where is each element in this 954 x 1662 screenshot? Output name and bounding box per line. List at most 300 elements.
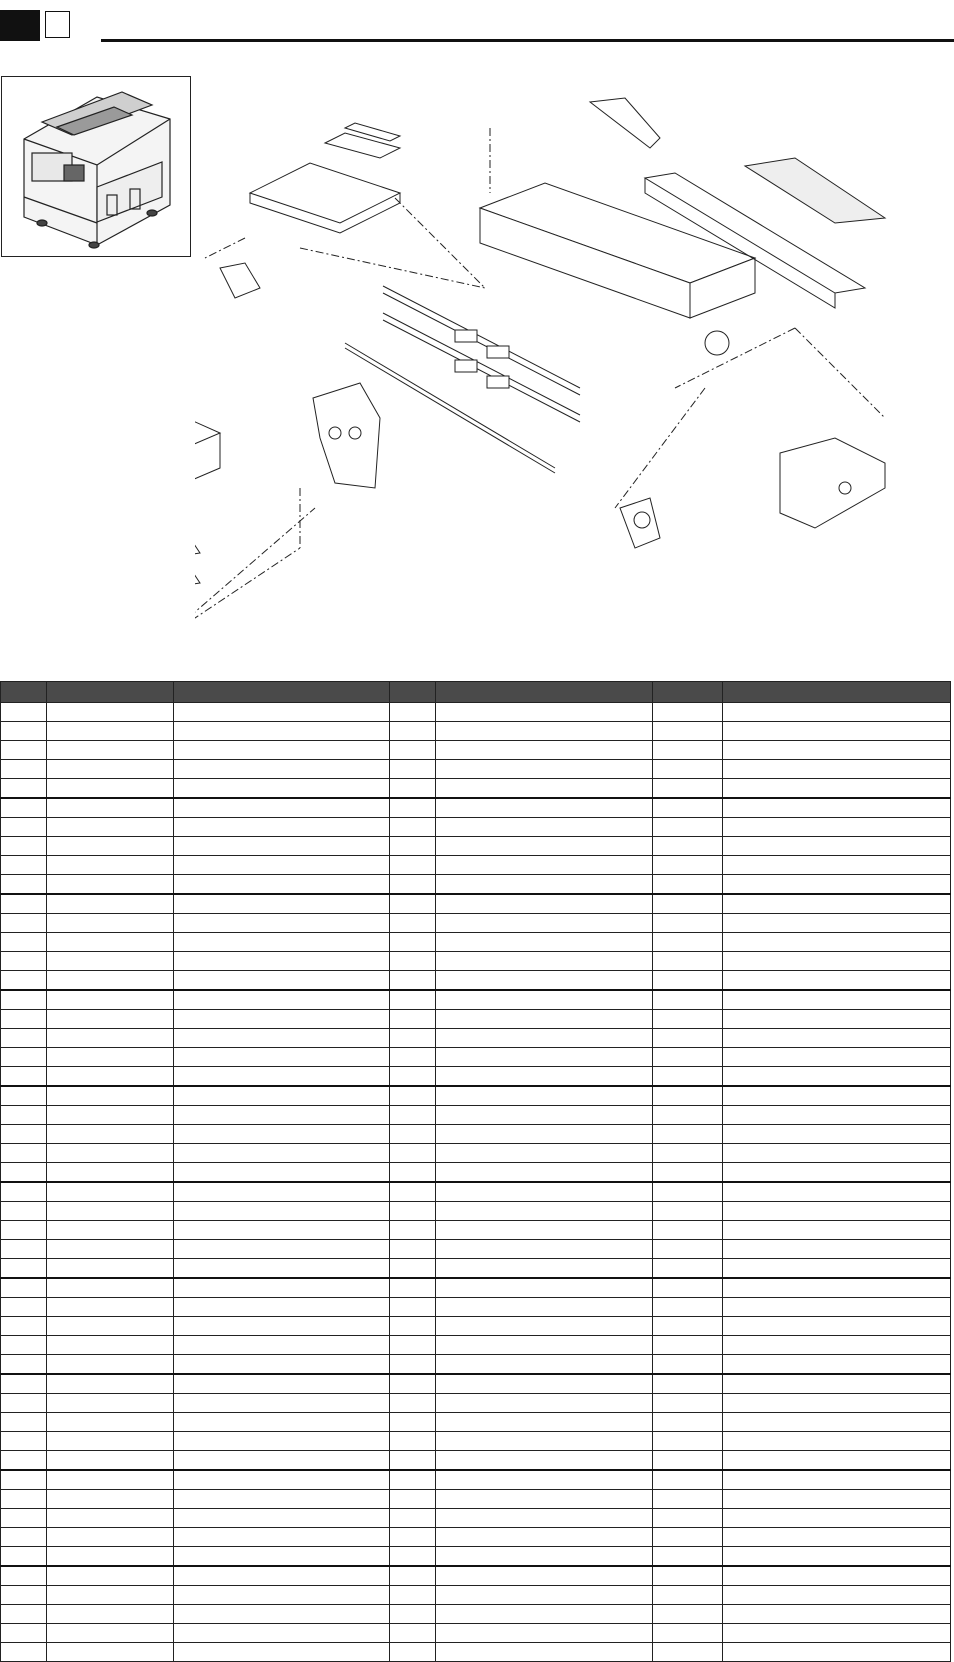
table-cell	[1, 1528, 47, 1547]
table-cell	[1, 894, 47, 914]
table-cell	[653, 1259, 723, 1279]
table-cell	[1, 1010, 47, 1029]
table-cell	[723, 1374, 951, 1394]
table-cell	[436, 856, 653, 875]
table-cell	[174, 1259, 390, 1279]
table-cell	[174, 818, 390, 837]
table-cell	[436, 1202, 653, 1221]
table-cell	[436, 1490, 653, 1509]
table-cell	[174, 837, 390, 856]
table-cell	[436, 1029, 653, 1048]
table-cell	[436, 1010, 653, 1029]
table-cell	[723, 1528, 951, 1547]
table-cell	[47, 1509, 174, 1528]
table-cell	[174, 1298, 390, 1317]
table-cell	[174, 1413, 390, 1432]
table-cell	[723, 741, 951, 760]
table-cell	[436, 1336, 653, 1355]
table-cell	[653, 1451, 723, 1471]
table-cell	[653, 894, 723, 914]
table-cell	[47, 952, 174, 971]
table-cell	[390, 1240, 436, 1259]
table-cell	[653, 875, 723, 895]
table-cell	[390, 1413, 436, 1432]
table-cell	[47, 1586, 174, 1605]
table-row	[1, 1202, 951, 1221]
table-cell	[390, 818, 436, 837]
table-row	[1, 1394, 951, 1413]
table-cell	[47, 1643, 174, 1662]
machine-overview-thumbnail	[1, 76, 191, 257]
table-row	[1, 1278, 951, 1298]
table-cell	[1, 1086, 47, 1106]
table-cell	[390, 741, 436, 760]
table-cell	[723, 1509, 951, 1528]
table-cell	[390, 1374, 436, 1394]
table-cell	[390, 1547, 436, 1567]
table-cell	[653, 1067, 723, 1087]
table-cell	[653, 1413, 723, 1432]
table-cell	[47, 1182, 174, 1202]
column-header	[390, 682, 436, 703]
table-cell	[436, 1259, 653, 1279]
table-cell	[390, 1451, 436, 1471]
table-cell	[390, 1432, 436, 1451]
table-cell	[47, 1547, 174, 1567]
table-cell	[436, 894, 653, 914]
table-cell	[1, 1317, 47, 1336]
table-cell	[47, 971, 174, 991]
table-cell	[1, 914, 47, 933]
table-cell	[723, 1278, 951, 1298]
table-row	[1, 1586, 951, 1605]
table-cell	[390, 1336, 436, 1355]
parts-table-body	[1, 703, 951, 1662]
table-cell	[174, 1566, 390, 1586]
table-cell	[436, 1144, 653, 1163]
table-row	[1, 1643, 951, 1662]
table-cell	[390, 779, 436, 799]
table-row	[1, 1566, 951, 1586]
table-cell	[723, 1643, 951, 1662]
table-cell	[723, 1451, 951, 1471]
table-cell	[174, 933, 390, 952]
table-cell	[653, 1202, 723, 1221]
table-cell	[436, 971, 653, 991]
section-tab-marker	[0, 10, 40, 41]
table-cell	[174, 1221, 390, 1240]
table-cell	[390, 1010, 436, 1029]
table-cell	[390, 933, 436, 952]
table-cell	[1, 933, 47, 952]
table-cell	[723, 1163, 951, 1183]
table-cell	[436, 952, 653, 971]
table-cell	[653, 1490, 723, 1509]
table-row	[1, 741, 951, 760]
table-cell	[390, 1221, 436, 1240]
table-cell	[390, 760, 436, 779]
table-cell	[436, 1528, 653, 1547]
table-cell	[174, 1355, 390, 1375]
table-cell	[436, 1605, 653, 1624]
table-cell	[174, 1586, 390, 1605]
table-cell	[436, 1451, 653, 1471]
table-cell	[390, 1086, 436, 1106]
table-cell	[174, 952, 390, 971]
table-cell	[390, 837, 436, 856]
table-cell	[1, 1374, 47, 1394]
table-cell	[723, 894, 951, 914]
table-cell	[174, 1624, 390, 1643]
table-cell	[653, 1298, 723, 1317]
parts-list-table	[0, 681, 951, 1662]
table-cell	[390, 1624, 436, 1643]
table-cell	[723, 1624, 951, 1643]
table-cell	[723, 1605, 951, 1624]
table-cell	[653, 1394, 723, 1413]
table-cell	[1, 1048, 47, 1067]
table-cell	[1, 1259, 47, 1279]
table-row	[1, 1413, 951, 1432]
table-cell	[436, 1509, 653, 1528]
table-cell	[723, 1432, 951, 1451]
table-row	[1, 933, 951, 952]
table-cell	[723, 1566, 951, 1586]
table-cell	[436, 1413, 653, 1432]
table-cell	[174, 1432, 390, 1451]
table-cell	[174, 1643, 390, 1662]
table-cell	[390, 1144, 436, 1163]
table-cell	[47, 1029, 174, 1048]
table-cell	[653, 1029, 723, 1048]
table-cell	[47, 722, 174, 741]
table-cell	[653, 1605, 723, 1624]
table-cell	[723, 1067, 951, 1087]
table-cell	[47, 856, 174, 875]
table-cell	[653, 1624, 723, 1643]
table-cell	[653, 1470, 723, 1490]
table-cell	[723, 914, 951, 933]
table-cell	[174, 971, 390, 991]
table-cell	[174, 875, 390, 895]
table-cell	[47, 1259, 174, 1279]
table-cell	[1, 1029, 47, 1048]
table-cell	[723, 818, 951, 837]
table-cell	[436, 914, 653, 933]
table-cell	[436, 760, 653, 779]
table-cell	[47, 703, 174, 722]
table-cell	[174, 1470, 390, 1490]
table-cell	[1, 1278, 47, 1298]
table-cell	[653, 933, 723, 952]
table-cell	[390, 1643, 436, 1662]
table-cell	[653, 1125, 723, 1144]
table-cell	[47, 1394, 174, 1413]
table-cell	[723, 722, 951, 741]
table-cell	[1, 741, 47, 760]
table-cell	[1, 1643, 47, 1662]
table-cell	[1, 1067, 47, 1087]
table-cell	[390, 1202, 436, 1221]
table-row	[1, 779, 951, 799]
table-row	[1, 1298, 951, 1317]
table-cell	[723, 1086, 951, 1106]
table-cell	[723, 703, 951, 722]
table-cell	[436, 1643, 653, 1662]
table-row	[1, 1048, 951, 1067]
table-row	[1, 990, 951, 1010]
table-cell	[47, 1374, 174, 1394]
table-cell	[653, 1163, 723, 1183]
column-header	[436, 682, 653, 703]
table-cell	[174, 1605, 390, 1624]
table-cell	[1, 837, 47, 856]
table-row	[1, 875, 951, 895]
table-cell	[1, 1490, 47, 1509]
table-cell	[436, 1586, 653, 1605]
table-cell	[723, 1317, 951, 1336]
table-cell	[174, 1336, 390, 1355]
table-cell	[723, 933, 951, 952]
table-cell	[436, 1547, 653, 1567]
column-header	[653, 682, 723, 703]
table-cell	[653, 837, 723, 856]
table-row	[1, 1067, 951, 1087]
table-cell	[174, 1490, 390, 1509]
table-cell	[47, 1470, 174, 1490]
table-cell	[47, 1010, 174, 1029]
table-cell	[436, 837, 653, 856]
table-cell	[1, 1240, 47, 1259]
table-cell	[436, 798, 653, 818]
table-cell	[436, 1163, 653, 1183]
table-row	[1, 856, 951, 875]
table-cell	[47, 1086, 174, 1106]
table-cell	[653, 703, 723, 722]
table-row	[1, 818, 951, 837]
table-cell	[390, 1566, 436, 1586]
table-cell	[1, 1106, 47, 1125]
table-cell	[1, 952, 47, 971]
table-cell	[174, 1240, 390, 1259]
table-cell	[723, 971, 951, 991]
table-row	[1, 1451, 951, 1471]
table-cell	[653, 1547, 723, 1567]
table-cell	[723, 798, 951, 818]
table-cell	[174, 1528, 390, 1547]
table-cell	[390, 1029, 436, 1048]
table-row	[1, 1240, 951, 1259]
table-cell	[436, 875, 653, 895]
table-cell	[436, 1240, 653, 1259]
table-cell	[174, 1029, 390, 1048]
table-cell	[390, 798, 436, 818]
table-cell	[47, 1624, 174, 1643]
table-cell	[390, 1490, 436, 1509]
table-cell	[174, 798, 390, 818]
table-cell	[1, 798, 47, 818]
table-cell	[390, 875, 436, 895]
table-cell	[1, 971, 47, 991]
table-cell	[723, 1259, 951, 1279]
table-cell	[390, 1048, 436, 1067]
table-row	[1, 1106, 951, 1125]
table-row	[1, 1029, 951, 1048]
table-cell	[47, 1355, 174, 1375]
table-cell	[174, 760, 390, 779]
table-cell	[723, 1010, 951, 1029]
table-cell	[653, 1586, 723, 1605]
table-cell	[653, 1374, 723, 1394]
table-cell	[653, 741, 723, 760]
table-cell	[174, 856, 390, 875]
table-cell	[1, 1413, 47, 1432]
table-cell	[174, 1182, 390, 1202]
table-cell	[436, 779, 653, 799]
table-row	[1, 1605, 951, 1624]
table-cell	[174, 894, 390, 914]
table-cell	[653, 1144, 723, 1163]
table-cell	[174, 1010, 390, 1029]
table-cell	[436, 1374, 653, 1394]
table-cell	[653, 1566, 723, 1586]
table-row	[1, 894, 951, 914]
table-cell	[1, 818, 47, 837]
table-cell	[723, 760, 951, 779]
table-cell	[47, 1221, 174, 1240]
table-row	[1, 1355, 951, 1375]
table-cell	[174, 1451, 390, 1471]
table-cell	[390, 914, 436, 933]
table-cell	[1, 1202, 47, 1221]
table-cell	[653, 1010, 723, 1029]
table-cell	[1, 1125, 47, 1144]
table-cell	[390, 1125, 436, 1144]
table-cell	[174, 1086, 390, 1106]
table-row	[1, 1144, 951, 1163]
table-cell	[653, 990, 723, 1010]
table-row	[1, 971, 951, 991]
table-cell	[390, 1355, 436, 1375]
table-cell	[390, 1163, 436, 1183]
table-row	[1, 1547, 951, 1567]
table-cell	[390, 1278, 436, 1298]
table-cell	[1, 990, 47, 1010]
table-cell	[436, 818, 653, 837]
table-cell	[1, 1509, 47, 1528]
table-cell	[174, 703, 390, 722]
table-cell	[390, 722, 436, 741]
table-cell	[390, 1317, 436, 1336]
table-cell	[1, 856, 47, 875]
table-row	[1, 1624, 951, 1643]
table-cell	[1, 1451, 47, 1471]
table-cell	[47, 1528, 174, 1547]
table-cell	[653, 1643, 723, 1662]
table-cell	[653, 1528, 723, 1547]
table-cell	[723, 1298, 951, 1317]
table-cell	[653, 1432, 723, 1451]
table-row	[1, 1317, 951, 1336]
table-row	[1, 1163, 951, 1183]
table-cell	[436, 1125, 653, 1144]
table-cell	[390, 1509, 436, 1528]
table-row	[1, 1182, 951, 1202]
column-header	[723, 682, 951, 703]
table-cell	[47, 1048, 174, 1067]
table-cell	[723, 1106, 951, 1125]
table-cell	[723, 1182, 951, 1202]
table-cell	[390, 990, 436, 1010]
table-cell	[390, 952, 436, 971]
table-cell	[653, 914, 723, 933]
table-cell	[723, 1029, 951, 1048]
table-cell	[1, 1394, 47, 1413]
table-cell	[1, 1470, 47, 1490]
table-cell	[47, 1278, 174, 1298]
table-cell	[653, 722, 723, 741]
table-cell	[653, 760, 723, 779]
table-cell	[390, 1586, 436, 1605]
table-row	[1, 1336, 951, 1355]
table-cell	[436, 1182, 653, 1202]
table-cell	[47, 1317, 174, 1336]
table-cell	[436, 933, 653, 952]
table-cell	[47, 1202, 174, 1221]
table-cell	[723, 1202, 951, 1221]
table-cell	[436, 722, 653, 741]
table-cell	[47, 1451, 174, 1471]
table-cell	[174, 1547, 390, 1567]
table-cell	[174, 779, 390, 799]
table-cell	[436, 1106, 653, 1125]
table-cell	[723, 779, 951, 799]
table-cell	[653, 856, 723, 875]
table-row	[1, 837, 951, 856]
table-cell	[390, 1470, 436, 1490]
table-cell	[47, 1125, 174, 1144]
table-row	[1, 798, 951, 818]
table-cell	[390, 1067, 436, 1087]
table-cell	[1, 1547, 47, 1567]
table-cell	[723, 1547, 951, 1567]
table-cell	[1, 1182, 47, 1202]
table-cell	[174, 1317, 390, 1336]
table-cell	[47, 1432, 174, 1451]
table-cell	[1, 1355, 47, 1375]
table-cell	[47, 798, 174, 818]
table-cell	[436, 741, 653, 760]
table-cell	[47, 1067, 174, 1087]
header-rule	[101, 39, 954, 42]
table-cell	[174, 1125, 390, 1144]
table-cell	[653, 1509, 723, 1528]
table-cell	[174, 1278, 390, 1298]
table-cell	[390, 856, 436, 875]
table-cell	[653, 1317, 723, 1336]
table-cell	[47, 741, 174, 760]
table-cell	[47, 933, 174, 952]
table-row	[1, 722, 951, 741]
table-row	[1, 1010, 951, 1029]
column-header	[174, 682, 390, 703]
table-cell	[174, 990, 390, 1010]
table-cell	[723, 1394, 951, 1413]
table-cell	[653, 779, 723, 799]
table-cell	[47, 1144, 174, 1163]
table-cell	[390, 1298, 436, 1317]
table-cell	[390, 1259, 436, 1279]
